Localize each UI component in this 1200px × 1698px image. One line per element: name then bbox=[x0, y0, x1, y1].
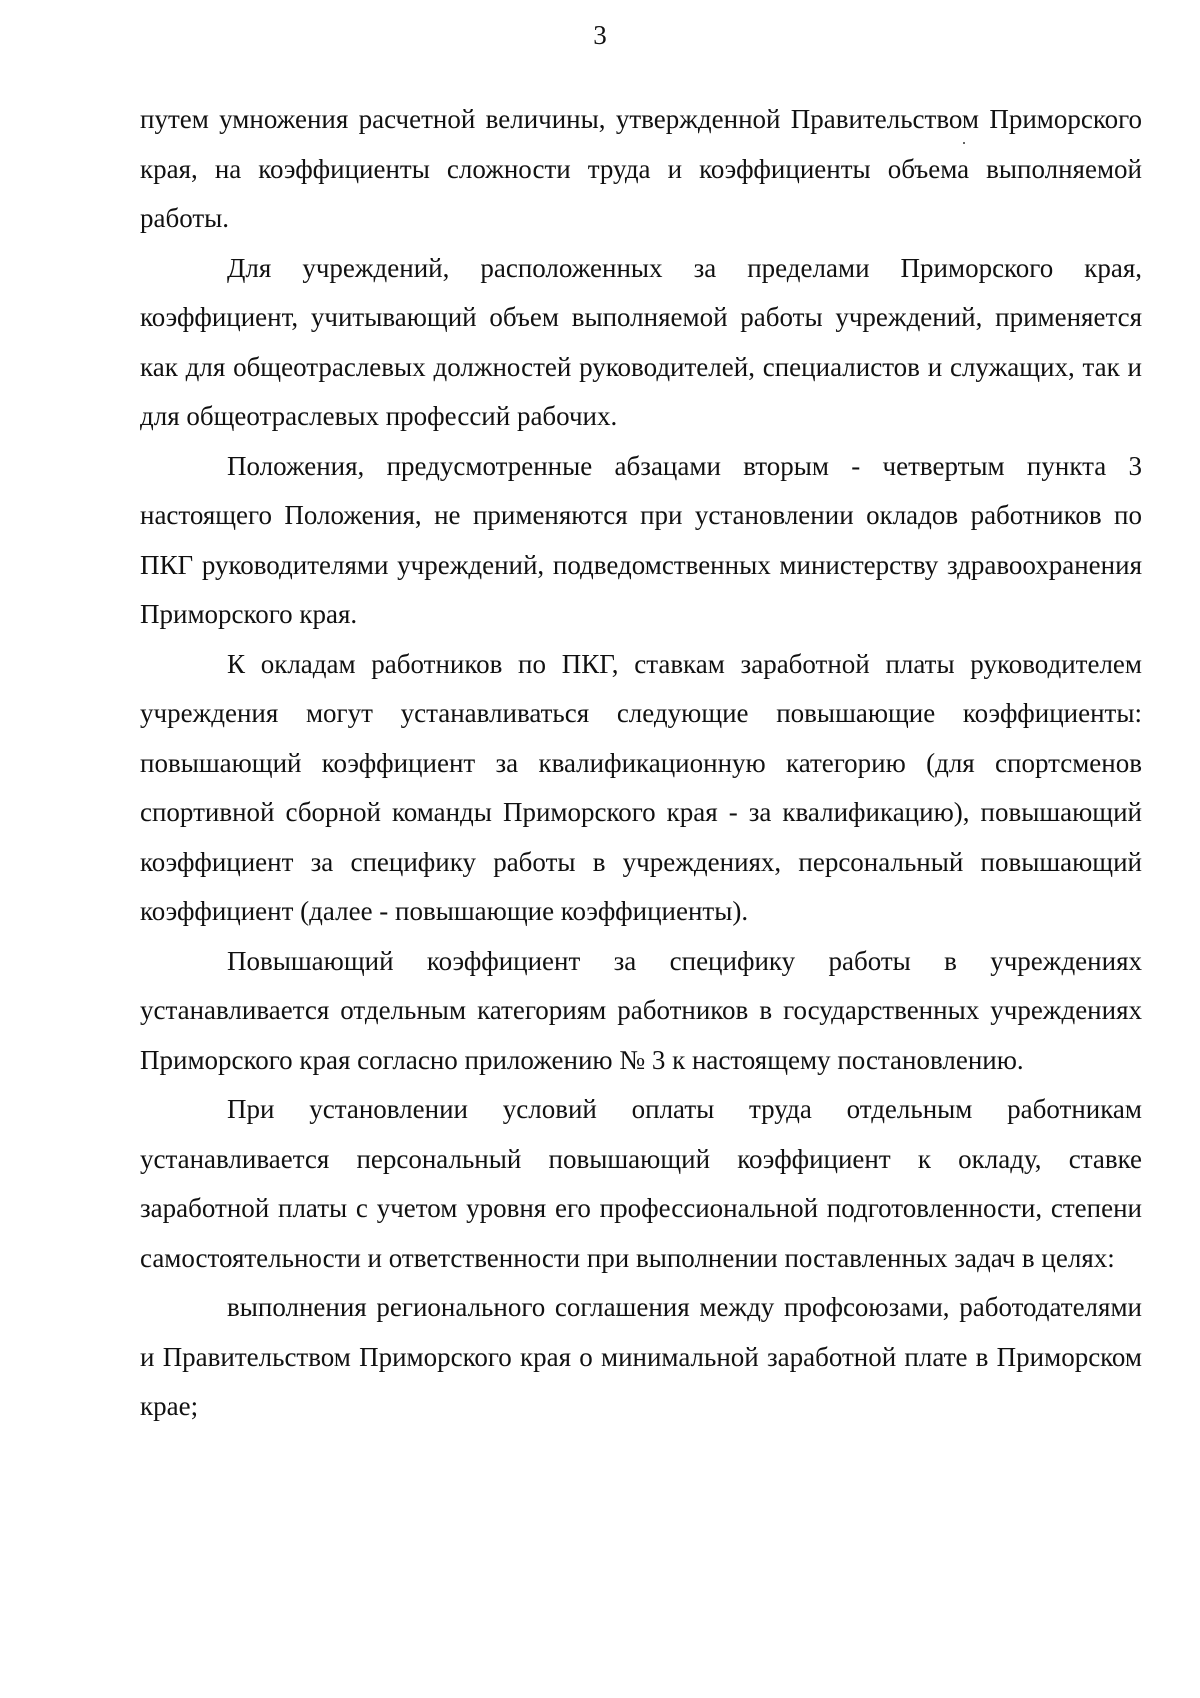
document-body bbox=[140, 95, 1142, 1432]
paragraph-7: выполнения регионального соглашения между профсоюзами, работодателями и Правительством Приморского края о минимальной заработной плате в Приморском крае; bbox=[140, 1292, 1142, 1421]
page-number: 3 bbox=[593, 20, 607, 50]
paragraph-2: Для учреждений, расположенных за пределами Приморского края, коэффициент, учитывающий объем выполняемой работы учреждений, применяется как для общеотраслевых должностей руководителей, специалистов и служащих, так и для общеотраслевых профессий рабочих. bbox=[140, 252, 1142, 431]
paragraph-1: путем умножения расчетной величины, утвержденной Правительством Приморского края, на коэффициенты сложности труда и коэффициенты объема выполняемой работы. bbox=[140, 104, 1142, 233]
paragraph-4: К окладам работников по ПКГ, ставкам заработной платы руководителем учреждения могут устанавливаться следующие повышающие коэффициенты: повышающий коэффициент за квалификационную категорию (для спортсменов спортивной сборной команды Приморского края - за квалификацию), повышающий коэффициент за специфику работы в учреждениях, персональный повышающий коэффициент (далее - повышающие коэффициенты). bbox=[140, 648, 1142, 926]
paragraph-6: При установлении условий оплаты труда отдельным работникам устанавливается персональный повышающий коэффициент к окладу, ставке заработной платы с учетом уровня его профессиональной подготовленности, степени самостоятельности и ответственности при выполнении поставленных задач в целях: bbox=[140, 1094, 1142, 1273]
paragraph-3: Положения, предусмотренные абзацами вторым - четвертым пункта 3 настоящего Положения, не применяются при установлении окладов работников по ПКГ руководителями учреждений, подведомственных министерству здравоохранения Приморского края. bbox=[140, 450, 1142, 629]
paragraph-5: Повышающий коэффициент за специфику работы в учреждениях устанавливается отдельным категориям работников в государственных учреждениях Приморского края согласно приложению № 3 к настоящему постановлению. bbox=[140, 945, 1142, 1075]
